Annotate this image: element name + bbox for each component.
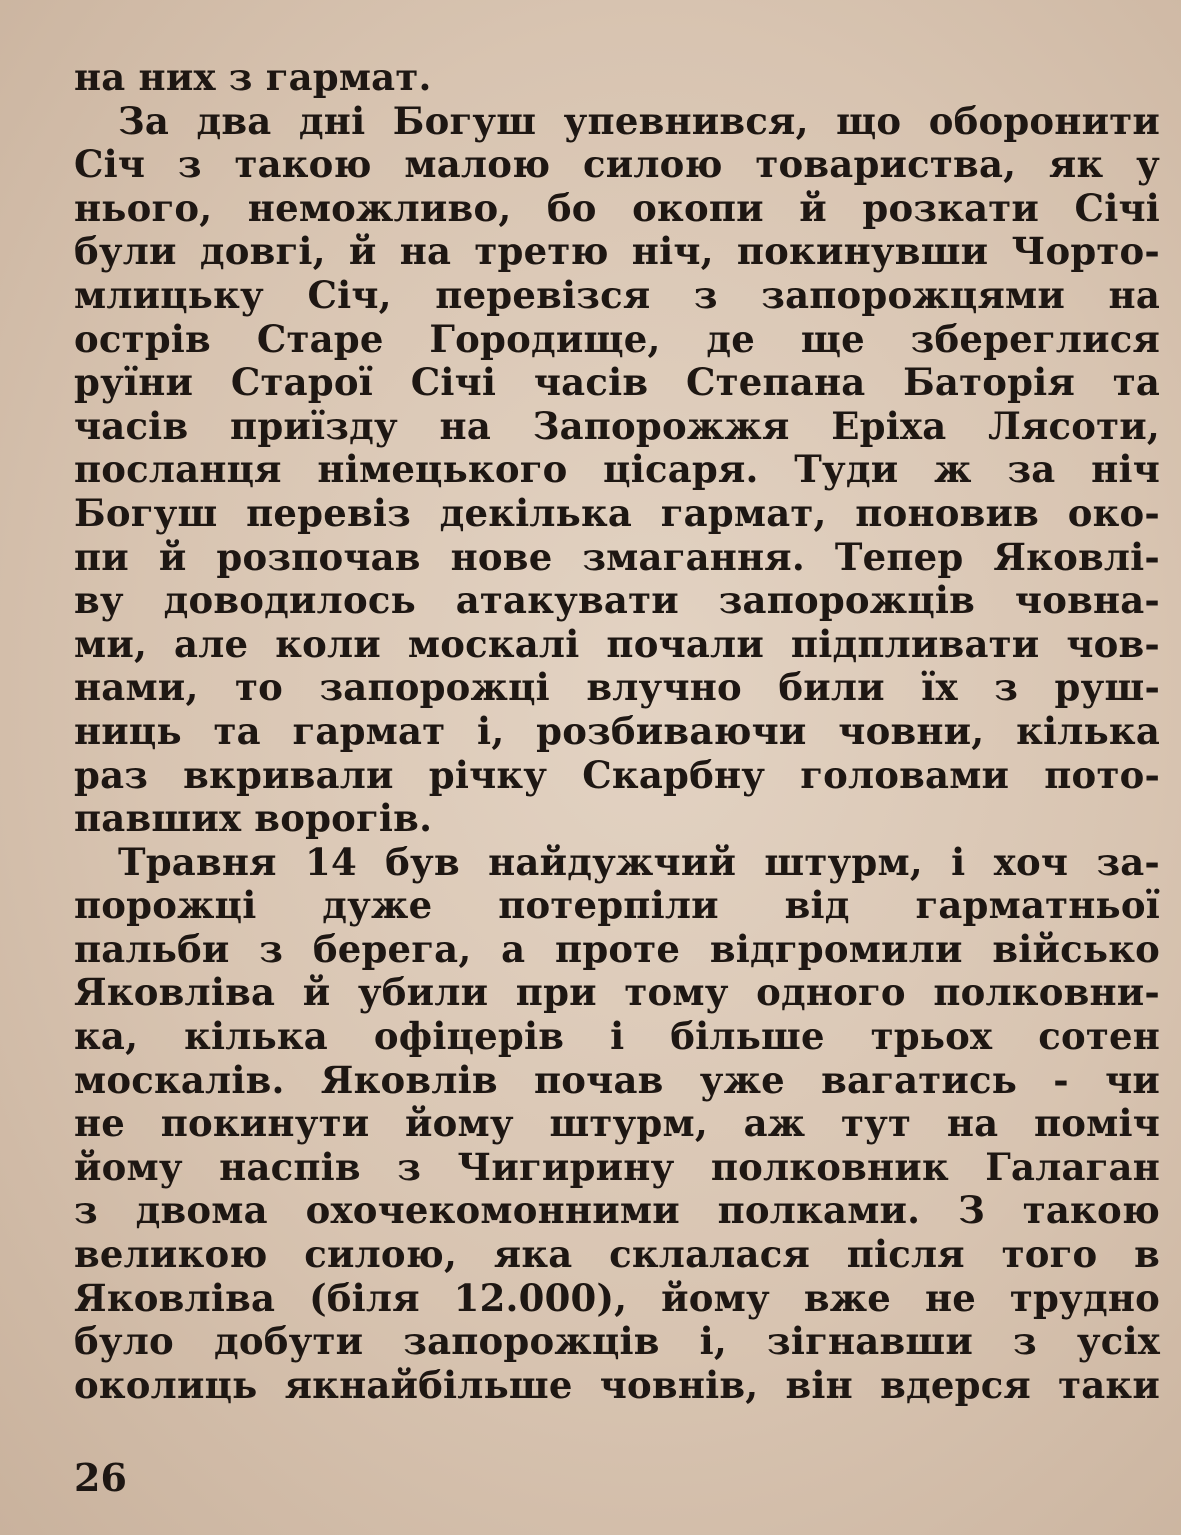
text-line: Січ з такою малою силою товариства, як у xyxy=(74,142,1160,187)
text-line: ка, кілька офіцерів і більше трьох сотен xyxy=(74,1014,1160,1059)
text-line: нами, то запорожці влучно били їх з руш- xyxy=(74,665,1160,710)
text-line: Яковліва й убили при тому одного полковни- xyxy=(74,970,1160,1015)
text-line: не покинути йому штурм, аж тут на поміч xyxy=(74,1101,1160,1146)
text-line: павших ворогів. xyxy=(74,796,433,841)
text-line: ниць та гармат і, розбиваючи човни, кілька xyxy=(74,708,1160,753)
text-line: Богуш перевіз декілька гармат, поновив око- xyxy=(74,490,1160,535)
text-line: пальби з берега, а проте відгромили військо xyxy=(74,926,1160,971)
text-line: часів приїзду на Запорожжя Еріха Лясоти, xyxy=(74,403,1160,448)
text-line: з двома охочекомонними полками. З такою xyxy=(74,1188,1160,1233)
body-text xyxy=(74,56,1160,1407)
text-line: руїни Старої Січі часів Степана Баторія та xyxy=(74,360,1160,405)
text-line: Яковліва (біля 12.000), йому вже не трудно xyxy=(74,1275,1160,1320)
text-line: острів Старе Городище, де ще збереглися xyxy=(74,316,1160,361)
text-line: нього, неможливо, бо окопи й розкати Січі xyxy=(74,185,1160,230)
text-line: ми, але коли москалі почали підпливати чов- xyxy=(74,621,1160,666)
text-line: йому наспів з Чигирину полковник Галаган xyxy=(74,1144,1160,1189)
text-line: раз вкривали річку Скарбну головами пото- xyxy=(74,752,1160,797)
text-line: було добути запорожців і, зігнавши з усіх xyxy=(74,1319,1160,1364)
page-number: 26 xyxy=(74,1455,127,1500)
text-line: млицьку Січ, перевізся з запорожцями на xyxy=(74,272,1160,317)
text-line: околиць якнайбільше човнів, він вдерся таки xyxy=(74,1362,1160,1407)
text-line: москалів. Яковлів почав уже вагатись - чи xyxy=(74,1057,1160,1102)
text-line: посланця німецького цісаря. Туди ж за ніч xyxy=(74,447,1160,492)
text-line: За два дні Богуш упевнився, що оборонити xyxy=(118,98,1160,143)
text-line: пи й розпочав нове змагання. Тепер Яковлі- xyxy=(74,534,1160,579)
text-line: порожці дуже потерпіли від гарматньої xyxy=(74,883,1160,928)
text-line: Травня 14 був найдужчий штурм, і хоч за- xyxy=(118,839,1160,884)
text-line: були довгі, й на третю ніч, покинувши Чорто- xyxy=(74,229,1160,274)
text-line: на них з гармат. xyxy=(74,55,432,99)
text-line: ву доводилось атакувати запорожців човна- xyxy=(74,578,1160,623)
text-line: великою силою, яка склалася після того в xyxy=(74,1232,1160,1277)
